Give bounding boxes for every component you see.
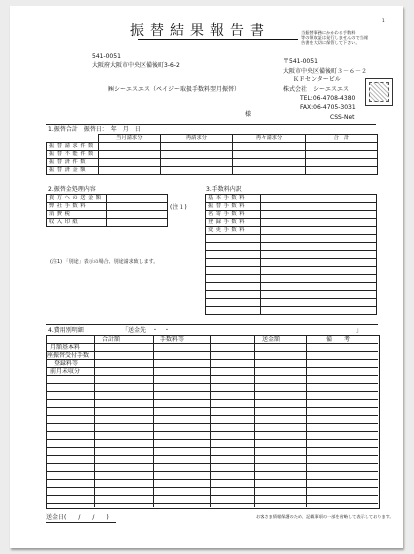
issuer-tel: TEL:06-4708-4380 [300,95,356,102]
send-date-rule [46,522,116,523]
destination-bracket: 」 [356,327,363,334]
s1-header-rerebill: 再々請求分 [233,135,306,143]
section1-top-rule [46,124,376,125]
section3-label: 3.手数料内訳 [206,186,242,193]
s4-header-remit: 送金額 [262,336,281,343]
s4-header-total: 合計額 [102,336,121,343]
grid-row-line [46,415,378,416]
section4-label: 4.費用別明細 [48,327,84,334]
top-note-3: 告書を大切に保管して下さい。 [301,40,360,45]
grid-row-line [46,423,378,424]
grid-row-line [46,431,378,432]
s1-header-total: 合 計 [306,135,378,143]
issuer-code: CSS-Net [330,114,355,121]
s1-row-label: 振替不能件数 [47,151,99,159]
report-sheet [10,6,403,548]
s1-row-label: 振替請求件数 [47,143,99,151]
s1-row-label: 振替済件数 [47,159,99,167]
section3-table [205,194,377,315]
privacy-note: お客さま情報保護のため、記載事項の一部を省略して表示しております。 [256,514,394,519]
grid-col-line [254,335,255,507]
top-note-1: 当振替事務にかかわる手数料 [301,30,356,35]
s3-row-label: 名寄手数料 [206,211,261,219]
s2-row-label: 弊社手数料 [47,203,107,211]
recipient-postal: 541-0051 [92,53,121,60]
grid-row-line [46,359,378,360]
s1-header-current: 当月請求分 [98,135,160,143]
grid-col-line [153,335,154,507]
grid-row-line [46,439,378,440]
grid-row-line [46,375,378,376]
section4-top-rule [46,324,378,325]
grid-row-line [46,343,378,344]
grid-row-line [46,407,378,408]
grid-row-line [46,479,378,480]
grid-row-line [46,487,378,488]
issuer-address1: 大阪市中央区備後町３－６－２ [283,68,368,75]
recipient-name: ㈱シーエスエス（ペイジー取扱手数料翌月振替） [108,86,241,93]
section2-table [46,194,168,227]
s3-row-label: 登録手数料 [206,219,261,227]
s1-row-label: 振替済金額 [47,167,99,175]
grid-row-line [46,399,378,400]
note-ref: (注１) [170,204,187,211]
grid-row-line [46,495,378,496]
s3-row-label: 基本手数料 [206,195,261,203]
send-date: 送金日( / / ) [46,514,109,521]
s4-header-fee: 手数料等 [160,336,185,343]
grid-col-line [306,335,307,507]
footnote: (注1) 「別途」表示の場合、別途請求致します。 [50,259,159,265]
grid-row-line [46,447,378,448]
section1-table [46,134,378,175]
grid-row-line [46,351,378,352]
destination-label: 「送金先 ・ ・ [122,327,171,334]
top-note-2: 等の領収証は発行しませんので当報 [301,35,369,40]
section2-label: 2.振替金処理内容 [48,186,96,193]
issuer-address2: ＫＦセンタービル [293,76,341,83]
issuer-fax: FAX:06-4705-3031 [300,104,356,111]
s4-row-label: 座振替受付手数 [47,352,90,359]
s2-row-label: 収入印紙 [47,219,107,227]
section4-grid [46,335,380,509]
s4-row-label: 前月未収分 [50,368,81,375]
page-number: 1 [382,18,385,23]
grid-row-line [46,471,378,472]
s3-row-label: 振替手数料 [206,203,261,211]
grid-row-line [46,367,378,368]
grid-row-line [46,463,378,464]
s2-row-label: 消費税 [47,211,107,219]
grid-row-line [46,503,378,504]
page-title: 振替結果報告書 [130,23,270,39]
section1-label: 1.振替合計 振替日： 年 月 日 [48,126,141,133]
issuer-postal: 〒541-0051 [283,58,318,65]
recipient-address: 大阪府大阪市中央区備後町3-6-2 [92,62,180,69]
recipient-honorific: 様 [245,111,252,118]
s2-row-label: 貴方への送金額 [47,195,107,203]
grid-col-line [94,335,95,507]
s4-row-label: 月額基本料 [50,344,81,351]
s3-row-label: 変更手数料 [206,227,261,235]
grid-row-line [46,455,378,456]
title-underline [138,39,298,40]
grid-col-line [210,335,211,507]
s4-row-label: 登録料等 [54,360,79,367]
grid-row-line [46,391,378,392]
company-seal-stamp [365,78,393,106]
grid-row-line [46,383,378,384]
issuer-company: 株式会社 シーエスエス [283,86,350,93]
s1-header-rebill: 再請求分 [160,135,232,143]
s4-header-remarks: 備 考 [326,336,351,343]
